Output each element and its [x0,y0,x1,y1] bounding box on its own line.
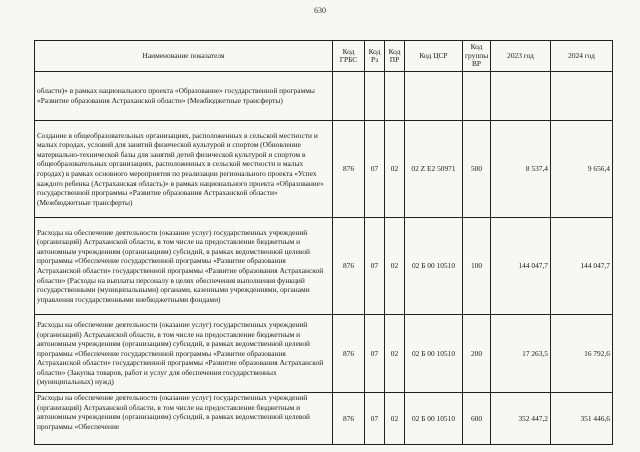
row-rz: 07 [365,218,385,315]
table-row [35,315,613,393]
row-pr: 02 [385,121,405,218]
row-grbs: 876 [333,393,365,445]
header-grbs: Код ГРБС [333,41,365,72]
table-row [35,72,613,121]
header-2023: 2023 год [491,41,551,72]
row-vr: 600 [463,393,491,445]
header-pr: Код ПР [385,41,405,72]
header-2024: 2024 год [551,41,613,72]
row-pr: 02 [385,218,405,315]
row-vr: 200 [463,315,491,393]
row-2024: 16 792,6 [551,315,613,393]
row-rz: 07 [365,393,385,445]
row-2023: 144 047,7 [491,218,551,315]
row-pr: 02 [385,393,405,445]
row-grbs: 876 [333,121,365,218]
page-number: 630 [314,6,326,15]
header-vr: Код группы ВР [463,41,491,72]
header-name: Наименование показателя [35,41,333,72]
row-rz [365,72,385,121]
row-rz: 07 [365,315,385,393]
row-name: Расходы на обеспечение деятельности (оказание услуг) государственных учреждений (организаций) Астраханской области, в том числе на предоставление бюджетным и автономным учреждениям (организациям) субсидий, в рамках ведомственной целевой программы «Обеспечение государственной программы «Развитие образования Астраханской области» государственной программы «Развитие образования Астраханской области» (Расходы на выплаты персоналу в целях обеспечения выполнения функций государственными (муниципальными) органами, казенными учреждениями, органами управления государственными внебюджетными фондами) [35,218,333,315]
row-2023: 17 263,5 [491,315,551,393]
table-row [35,218,613,315]
row-csr: 02 Б 00 10510 [405,393,463,445]
row-csr: 02 Z E2 50971 [405,121,463,218]
row-csr: 02 Б 00 10510 [405,315,463,393]
row-vr [463,72,491,121]
row-2024: 144 047,7 [551,218,613,315]
row-name: Расходы на обеспечение деятельности (оказание услуг) государственных учреждений (организаций) Астраханской области, в том числе на предоставление бюджетным и автономным учреждениям (организациям) субсидий, в рамках ведомственной целевой программы «Обеспечение государственной программы «Развитие образования Астраханской области» государственной программы «Развитие образования Астраханской области» (Закупка товаров, работ и услуг для обеспечения государственных (муниципальных) нужд) [35,315,333,393]
budget-table [34,40,613,445]
row-2024: 9 656,4 [551,121,613,218]
row-2023: 8 537,4 [491,121,551,218]
row-csr: 02 Б 00 10510 [405,218,463,315]
row-vr: 100 [463,218,491,315]
row-pr [385,72,405,121]
row-grbs: 876 [333,315,365,393]
row-vr: 500 [463,121,491,218]
row-pr: 02 [385,315,405,393]
row-name: области)» в рамках национального проекта «Образование» государственной программы «Развитие образования Астраханской области» (Межбюджетные трансферты) [35,72,333,121]
row-rz: 07 [365,121,385,218]
row-2024: 351 446,6 [551,393,613,445]
table-row [35,393,613,445]
header-rz: Код Рз [365,41,385,72]
row-csr [405,72,463,121]
row-name: Расходы на обеспечение деятельности (оказание услуг) государственных учреждений (организаций) Астраханской области, в том числе на предоставление бюджетным и автономным учреждениям (организациям) субсидий, в рамках ведомственной целевой программы «Обеспечение [35,393,333,445]
row-2024 [551,72,613,121]
header-csr: Код ЦСР [405,41,463,72]
row-2023 [491,72,551,121]
row-name: Создание в общеобразовательных организациях, расположенных в сельской местности и малых городах, условий для занятий физической культурой и спортом (Обновление материально-технической базы для занятий детей физической культурой и спортом в общеобразовательных организациях, расположенных в сельской местности и малых городах) в рамках основного мероприятия по реализации регионального проекта «Успех каждого ребенка (Астраханская область)» в рамках национального проекта «Образование» государственной программы «Развитие образования Астраханской области» (Межбюджетные трансферты) [35,121,333,218]
row-2023: 352 447,2 [491,393,551,445]
row-grbs [333,72,365,121]
row-grbs: 876 [333,218,365,315]
header-row [35,41,613,72]
table-row [35,121,613,218]
